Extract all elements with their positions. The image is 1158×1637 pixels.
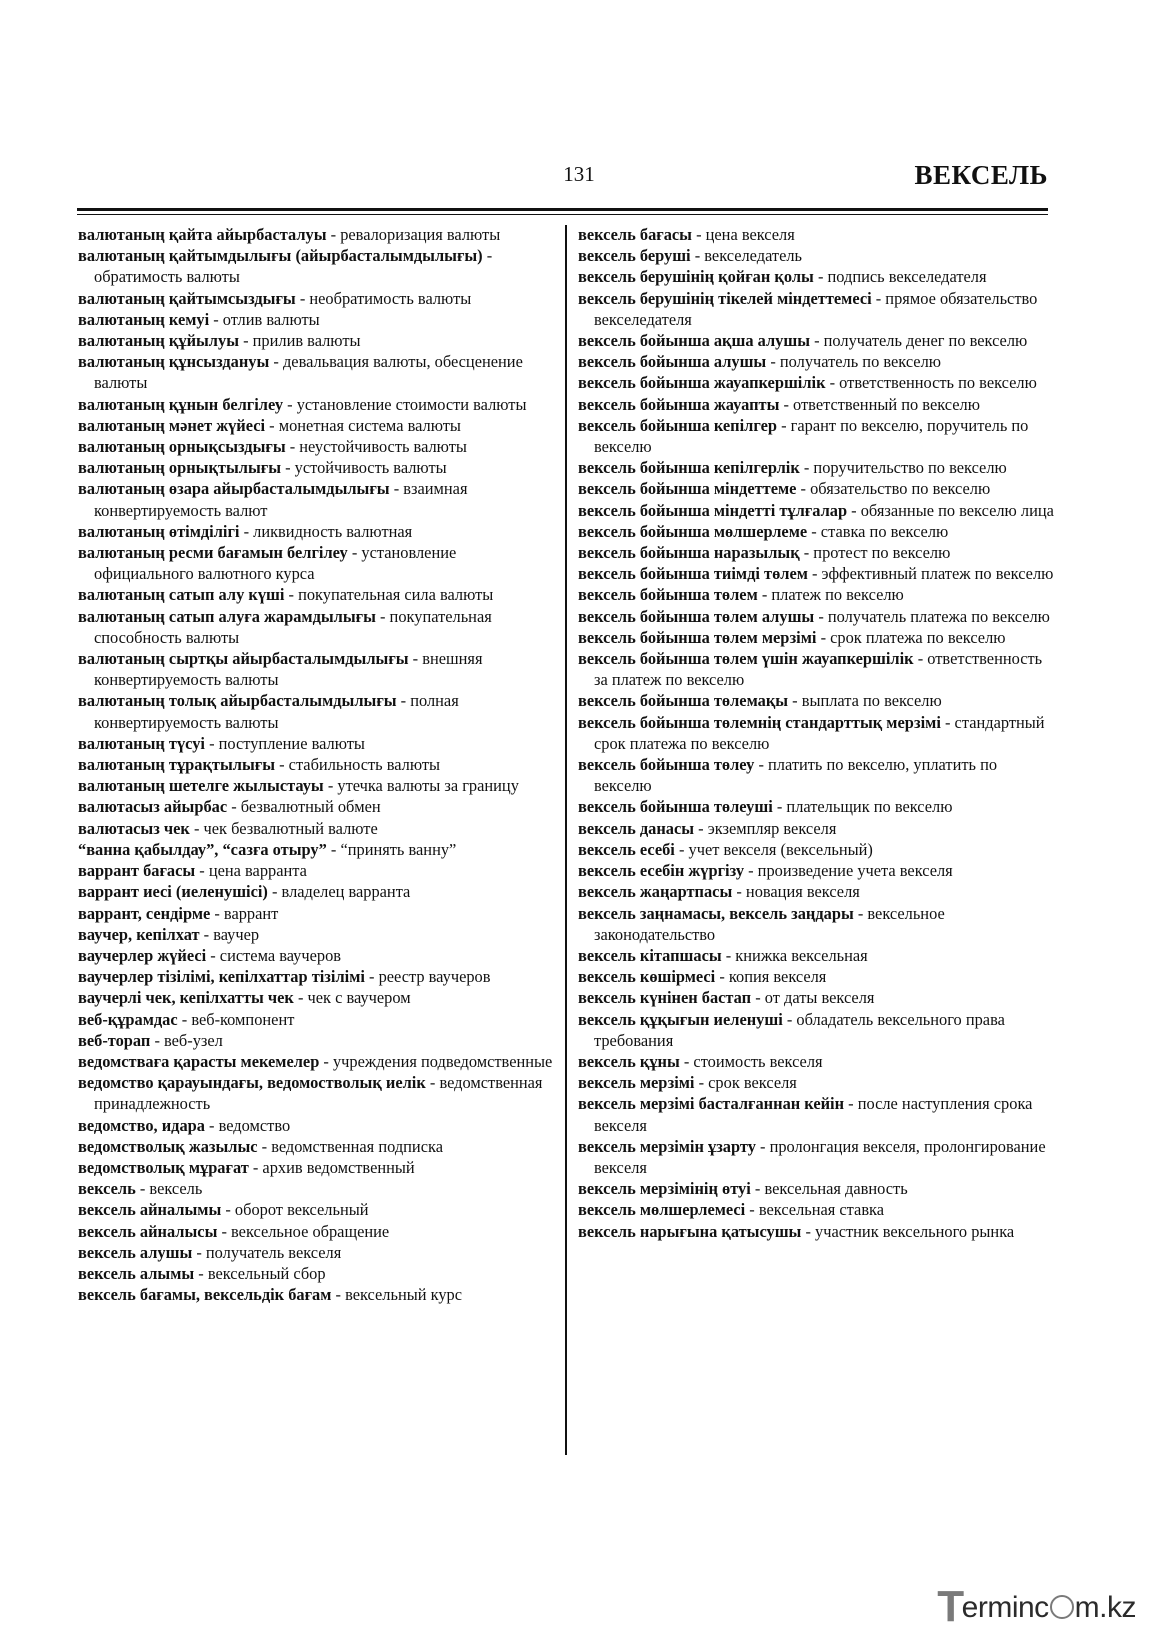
entry-term: валютаның сатып алуға жарамдылығы (78, 606, 376, 626)
dictionary-entry (78, 818, 558, 839)
entry-term: вексель бойынша алушы (578, 352, 767, 372)
entry-term: вексель бойынша төлеу (578, 755, 755, 775)
entry-definition: - система ваучеров (206, 945, 342, 965)
entry-term: вексель мерзімін ұзарту (578, 1136, 756, 1156)
entry-definition: - плательщик по векселю (772, 797, 953, 817)
entry-term: валютаның ресми бағамын белгілеу (78, 543, 348, 563)
dictionary-entry (78, 457, 558, 478)
dictionary-entry (578, 1136, 1058, 1178)
dictionary-entry (78, 903, 558, 924)
dictionary-entry (578, 351, 1058, 372)
watermark-logo (937, 1582, 1136, 1632)
dictionary-entry (78, 1051, 558, 1072)
entry-term: валютаның өтімділігі (78, 521, 240, 541)
dictionary-entry (578, 372, 1058, 393)
entry-term: вексель данасы (578, 818, 695, 838)
entry-definition: - “принять ванну” (326, 839, 457, 859)
dictionary-entry (78, 309, 558, 330)
entry-term: валютасыз айырбас (78, 797, 228, 817)
dictionary-entry (578, 1009, 1058, 1051)
entry-definition: - покупательная способность валюты (94, 606, 492, 647)
entry-definition: - поручительство по векселю (799, 458, 1007, 478)
entry-term: вексель бойынша жауапкершілік (578, 373, 826, 393)
entry-term: вексель мерзімі басталғаннан кейін (578, 1094, 845, 1114)
entry-term: вексель берушінің тікелей міндеттемесі (578, 288, 872, 308)
dictionary-entry (578, 1093, 1058, 1135)
entry-term: вексель бойынша төлем үшін жауапкершілік (578, 649, 914, 669)
entry-term: валютаның өзара айырбасталымдылығы (78, 479, 390, 499)
header-rule-thick (77, 208, 1048, 211)
dictionary-entry (78, 1157, 558, 1178)
dictionary-entry (78, 224, 558, 245)
dictionary-entry (78, 245, 558, 287)
entry-term: вексель бойынша кепілгер (578, 415, 777, 435)
entry-definition: - ведомство (204, 1115, 291, 1135)
entry-definition: - получатель платежа по векселю (814, 606, 1050, 626)
entry-definition: - обратимость валюты (94, 246, 493, 287)
entry-term: ведомство қарауындағы, ведомостволық иелік (78, 1073, 426, 1093)
entry-term: вексель мерзімінің өтуі (578, 1179, 751, 1199)
entry-definition: - девальвация валюты, обесценение валюты (94, 352, 523, 393)
entry-definition: - ликвидность валютная (239, 521, 413, 541)
dictionary-entry (578, 457, 1058, 478)
dictionary-entry (78, 606, 558, 648)
dictionary-entry (578, 330, 1058, 351)
dictionary-entry (78, 648, 558, 690)
dictionary-entry (78, 924, 558, 945)
entry-term: вексель жаңартпасы (578, 882, 733, 902)
entry-term: валютаның қайтымсыздығы (78, 288, 296, 308)
watermark-text-1: erminc (961, 1591, 1049, 1624)
entry-term: вексель бойынша мөлшерлеме (578, 521, 808, 541)
entry-definition: - срок векселя (694, 1073, 797, 1093)
dictionary-entry (78, 394, 558, 415)
entry-definition: - протест по векселю (799, 543, 951, 563)
entry-term: валютаның мәнет жүйесі (78, 415, 266, 435)
dictionary-entry (78, 775, 558, 796)
entry-term: валютаның құнын белгілеу (78, 394, 284, 414)
dictionary-entry (578, 245, 1058, 266)
dictionary-entry (578, 563, 1058, 584)
entry-definition: - полная конвертируемость валюты (94, 691, 459, 732)
dictionary-entry (78, 1009, 558, 1030)
entry-definition: - обладатель вексельного права требования (594, 1009, 1005, 1050)
dictionary-entry (578, 478, 1058, 499)
entry-term: валютаның кемуі (78, 309, 210, 329)
entry-definition: - выплата по векселю (788, 691, 942, 711)
entry-term: варрант иесі (иеленушісі) (78, 882, 268, 902)
entry-definition: - ведомственная принадлежность (94, 1073, 543, 1114)
entry-term: веб-торап (78, 1030, 151, 1050)
entry-definition: - ставка по векселю (807, 521, 949, 541)
dictionary-entry (78, 733, 558, 754)
entry-definition: - архив ведомственный (248, 1157, 415, 1177)
dictionary-entry (578, 521, 1058, 542)
entry-definition: - безвалютный обмен (227, 797, 381, 817)
entry-term: вексель бойынша төлемнің стандарттық мерзімі (578, 712, 941, 732)
entry-definition: - копия векселя (715, 967, 827, 987)
entry-definition: - вексель (135, 1179, 203, 1199)
entry-definition: - варрант (210, 903, 279, 923)
entry-definition: - прямое обязательство векселедателя (594, 288, 1038, 329)
entry-definition: - устойчивость валюты (281, 458, 447, 478)
entry-definition: - отлив валюты (209, 309, 320, 329)
entry-definition: - обязательство по векселю (796, 479, 991, 499)
entry-definition: - взаимная конвертируемость валют (94, 479, 468, 520)
entry-definition: - веб-узел (150, 1030, 223, 1050)
entry-term: вексель есебі (578, 839, 675, 859)
dictionary-entry (78, 1199, 558, 1220)
entry-term: валютаның қайтымдылығы (айырбасталымдылығы) (78, 246, 483, 266)
dictionary-entry (578, 839, 1058, 860)
dictionary-entry (78, 1178, 558, 1199)
dictionary-entry (78, 330, 558, 351)
entry-definition: - веб-компонент (177, 1009, 295, 1029)
entry-definition: - платеж по векселю (757, 585, 904, 605)
entry-term: вексель нарығына қатысушы (578, 1221, 802, 1241)
running-head: ВЕКСЕЛЬ (914, 160, 1048, 190)
watermark-text-2: m.kz (1074, 1591, 1136, 1624)
dictionary-entry (578, 224, 1058, 245)
entry-definition: - участник вексельного рынка (801, 1221, 1015, 1241)
dictionary-entry (78, 478, 558, 520)
entry-term: валютаның түсуі (78, 733, 205, 753)
dictionary-entry (78, 1030, 558, 1051)
entry-definition: - векселедатель (690, 246, 803, 266)
dictionary-entry (578, 1178, 1058, 1199)
entry-term: валютаның толық айырбасталымдылығы (78, 691, 397, 711)
entry-definition: - чек с ваучером (293, 988, 411, 1008)
entry-definition: - пролонгация векселя, пролонгирование векселя (594, 1136, 1046, 1177)
entry-term: валютасыз чек (78, 818, 190, 838)
dictionary-entry (78, 945, 558, 966)
entry-definition: - поступление валюты (204, 733, 365, 753)
entry-term: вексель бағасы (578, 225, 692, 244)
entry-definition: - установление стоимости валюты (283, 394, 527, 414)
watermark-o-ring (1050, 1595, 1074, 1619)
dictionary-entry (578, 542, 1058, 563)
entry-term: валютаның орнықтылығы (78, 458, 282, 478)
entry-term: вексель заңнамасы, вексель заңдары (578, 903, 854, 923)
dictionary-entry (578, 754, 1058, 796)
dictionary-entry (578, 394, 1058, 415)
dictionary-entry (578, 606, 1058, 627)
entry-term: вексель бойынша міндетті тұлғалар (578, 500, 848, 520)
entry-definition: - вексельное законодательство (594, 903, 945, 944)
page-number: 131 (563, 162, 595, 186)
entry-definition: - после наступления срока векселя (594, 1094, 1033, 1135)
entry-definition: - стандартный срок платежа по векселю (594, 712, 1045, 753)
entry-term: валютаның орнықсыздығы (78, 437, 286, 457)
entry-definition: - получатель векселя (192, 1242, 342, 1262)
entry-term: валютаның сатып алу күші (78, 585, 285, 605)
entry-term: вексель айналымы (78, 1200, 222, 1220)
entry-term: валютаның құйылуы (78, 331, 239, 351)
entry-definition: - гарант по векселю, поручитель по векселю (594, 415, 1029, 457)
entry-term: вексель бағамы, вексельдік бағам (78, 1285, 332, 1305)
entry-definition: - ваучер (199, 924, 260, 944)
dictionary-entry (578, 266, 1058, 287)
entry-definition: - платить по векселю, уплатить по векселю (594, 755, 998, 796)
entry-term: ведомстволық мұрағат (78, 1157, 249, 1177)
entry-definition: - вексельная ставка (745, 1200, 885, 1220)
entry-term: вексель күнінен бастап (578, 988, 752, 1008)
entry-term: вексель бойынша тиімді төлем (578, 564, 808, 584)
entry-term: ведомстволық жазылыс (78, 1136, 258, 1156)
entry-definition: - неустойчивость валюты (285, 437, 467, 457)
entry-term: вексель алымы (78, 1263, 195, 1283)
dictionary-entry (78, 521, 558, 542)
entry-definition: - ответственность за платеж по векселю (594, 649, 1043, 690)
dictionary-entry (78, 839, 558, 860)
entry-term: вексель көшірмесі (578, 967, 716, 987)
dictionary-entry (78, 351, 558, 393)
right-column (578, 224, 1058, 1242)
entry-term: ваучерлер жүйесі (78, 945, 207, 965)
entry-term: вексель бойынша төлем (578, 585, 758, 605)
dictionary-entry (578, 945, 1058, 966)
entry-term: вексель бойынша төлеуші (578, 797, 773, 817)
entry-term: варрант, сендірме (78, 903, 211, 923)
dictionary-entry (578, 1051, 1058, 1072)
dictionary-entry (78, 415, 558, 436)
entry-definition: - цена варранта (195, 861, 307, 881)
entry-term: валютаның тұрақтылығы (78, 755, 276, 775)
entry-definition: - необратимость валюты (295, 288, 472, 308)
dictionary-entry (578, 1199, 1058, 1220)
entry-definition: - ответственность по векселю (825, 373, 1037, 393)
dictionary-entry (78, 584, 558, 605)
entry-term: вексель құны (578, 1051, 680, 1071)
entry-term: варрант бағасы (78, 861, 196, 881)
entry-term: вексель берушінің қойған қолы (578, 267, 814, 287)
watermark-t: T (937, 1582, 964, 1631)
entry-definition: - ревалоризация валюты (326, 225, 501, 244)
entry-term: вексель бойынша төлемақы (578, 691, 789, 711)
entry-term: вексель құқығын иеленуші (578, 1009, 783, 1029)
entry-term: вексель беруші (578, 246, 691, 266)
dictionary-entry (578, 1221, 1058, 1242)
dictionary-entry (578, 415, 1058, 457)
entry-definition: - покупательная сила валюты (284, 585, 494, 605)
entry-definition: - вексельная давность (750, 1179, 908, 1199)
dictionary-entry (578, 627, 1058, 648)
entry-term: веб-құрамдас (78, 1009, 178, 1029)
entry-term: валютаның құнсыздануы (78, 352, 270, 372)
entry-term: вексель бойынша төлем алушы (578, 606, 815, 626)
entry-definition: - реестр ваучеров (364, 967, 491, 987)
entry-definition: - монетная система валюты (265, 415, 461, 435)
dictionary-entry (578, 648, 1058, 690)
entry-definition: - вексельное обращение (217, 1221, 390, 1241)
entry-term: вексель бойынша міндеттеме (578, 479, 797, 499)
entry-term: вексель кітапшасы (578, 945, 722, 965)
dictionary-entry (78, 436, 558, 457)
dictionary-entry (578, 796, 1058, 817)
entry-term: вексель бойынша наразылық (578, 543, 800, 563)
entry-term: вексель мерзімі (578, 1073, 695, 1093)
dictionary-entry (78, 542, 558, 584)
entry-definition: - учреждения подведомственные (319, 1051, 553, 1071)
entry-definition: - владелец варранта (267, 882, 411, 902)
entry-term: валютаның сыртқы айырбасталымдылығы (78, 649, 409, 669)
dictionary-entry (78, 1072, 558, 1114)
dictionary-entry (578, 966, 1058, 987)
dictionary-entry (578, 903, 1058, 945)
entry-definition: - цена векселя (691, 225, 795, 244)
column-divider (565, 225, 567, 1455)
dictionary-entry (578, 288, 1058, 330)
dictionary-entry (78, 690, 558, 732)
entry-definition: - ведомственная подписка (257, 1136, 443, 1156)
entry-term: вексель бойынша ақша алушы (578, 331, 810, 351)
entry-definition: - книжка вексельная (721, 945, 868, 965)
entry-definition: - новация векселя (732, 882, 860, 902)
entry-term: вексель бойынша жауапты (578, 394, 780, 414)
dictionary-entry (78, 987, 558, 1008)
dictionary-entry (78, 966, 558, 987)
entry-definition: - учет векселя (вексельный) (674, 839, 873, 859)
entry-definition: - стабильность валюты (275, 755, 441, 775)
entry-definition: - срок платежа по векселю (816, 627, 1006, 647)
entry-definition: - прилив валюты (239, 331, 361, 351)
entry-term: ваучер, кепілхат (78, 924, 200, 944)
entry-term: ведомство, идара (78, 1115, 205, 1135)
entry-definition: - эффективный платеж по векселю (807, 564, 1054, 584)
entry-definition: - подпись векселедателя (813, 267, 987, 287)
entry-term: вексель (78, 1179, 136, 1199)
entry-term: “ванна қабылдау”, “сазға отыру” (78, 839, 327, 859)
entry-definition: - оборот вексельный (221, 1200, 369, 1220)
dictionary-entry (78, 288, 558, 309)
entry-definition: - ответственный по векселю (779, 394, 980, 414)
entry-definition: - вексельный курс (331, 1285, 463, 1305)
dictionary-entry (78, 1136, 558, 1157)
dictionary-entry (578, 860, 1058, 881)
entry-definition: - чек безвалютный валюте (189, 818, 378, 838)
dictionary-entry (578, 584, 1058, 605)
dictionary-entry (578, 500, 1058, 521)
dictionary-entry (578, 712, 1058, 754)
entry-term: вексель есебін жүргізу (578, 861, 745, 881)
entry-term: ваучерлер тізілімі, кепілхаттар тізілімі (78, 967, 365, 987)
entry-definition: - произведение учета векселя (744, 861, 953, 881)
dictionary-entry (78, 1221, 558, 1242)
entry-definition: - утечка валюты за границу (323, 776, 519, 796)
dictionary-entry (78, 1115, 558, 1136)
dictionary-entry (578, 818, 1058, 839)
dictionary-entry (78, 1284, 558, 1305)
dictionary-entry (78, 796, 558, 817)
entry-term: вексель бойынша кепілгерлік (578, 458, 800, 478)
entry-term: валютаның шетелге жылыстауы (78, 776, 324, 796)
dictionary-entry (578, 881, 1058, 902)
entry-definition: - получатель по векселю (766, 352, 942, 372)
dictionary-entry (78, 881, 558, 902)
dictionary-entry (578, 1072, 1058, 1093)
entry-definition: - вексельный сбор (194, 1263, 326, 1283)
left-column (78, 224, 558, 1305)
entry-term: вексель мөлшерлемесі (578, 1200, 746, 1220)
entry-definition: - внешняя конвертируемость валюты (94, 649, 483, 690)
entry-definition: - от даты векселя (751, 988, 875, 1008)
dictionary-entry (78, 860, 558, 881)
entry-definition: - стоимость векселя (679, 1051, 823, 1071)
entry-term: вексель алушы (78, 1242, 193, 1262)
entry-term: вексель айналысы (78, 1221, 218, 1241)
dictionary-entry (78, 1263, 558, 1284)
header-rule-thin (77, 214, 1048, 215)
dictionary-entry (578, 987, 1058, 1008)
entry-definition: - обязанные по векселю лица (847, 500, 1054, 520)
entry-term: валютаның қайта айырбасталуы (78, 225, 327, 244)
dictionary-entry (78, 1242, 558, 1263)
dictionary-entry (78, 754, 558, 775)
entry-definition: - получатель денег по векселю (810, 331, 1028, 351)
entry-term: ведомстваға қарасты мекемелер (78, 1051, 320, 1071)
entry-term: вексель бойынша төлем мерзімі (578, 627, 817, 647)
entry-definition: - экземпляр векселя (694, 818, 837, 838)
entry-term: ваучерлі чек, кепілхатты чек (78, 988, 294, 1008)
entry-definition: - установление официального валютного курса (94, 543, 457, 584)
dictionary-entry (578, 690, 1058, 711)
